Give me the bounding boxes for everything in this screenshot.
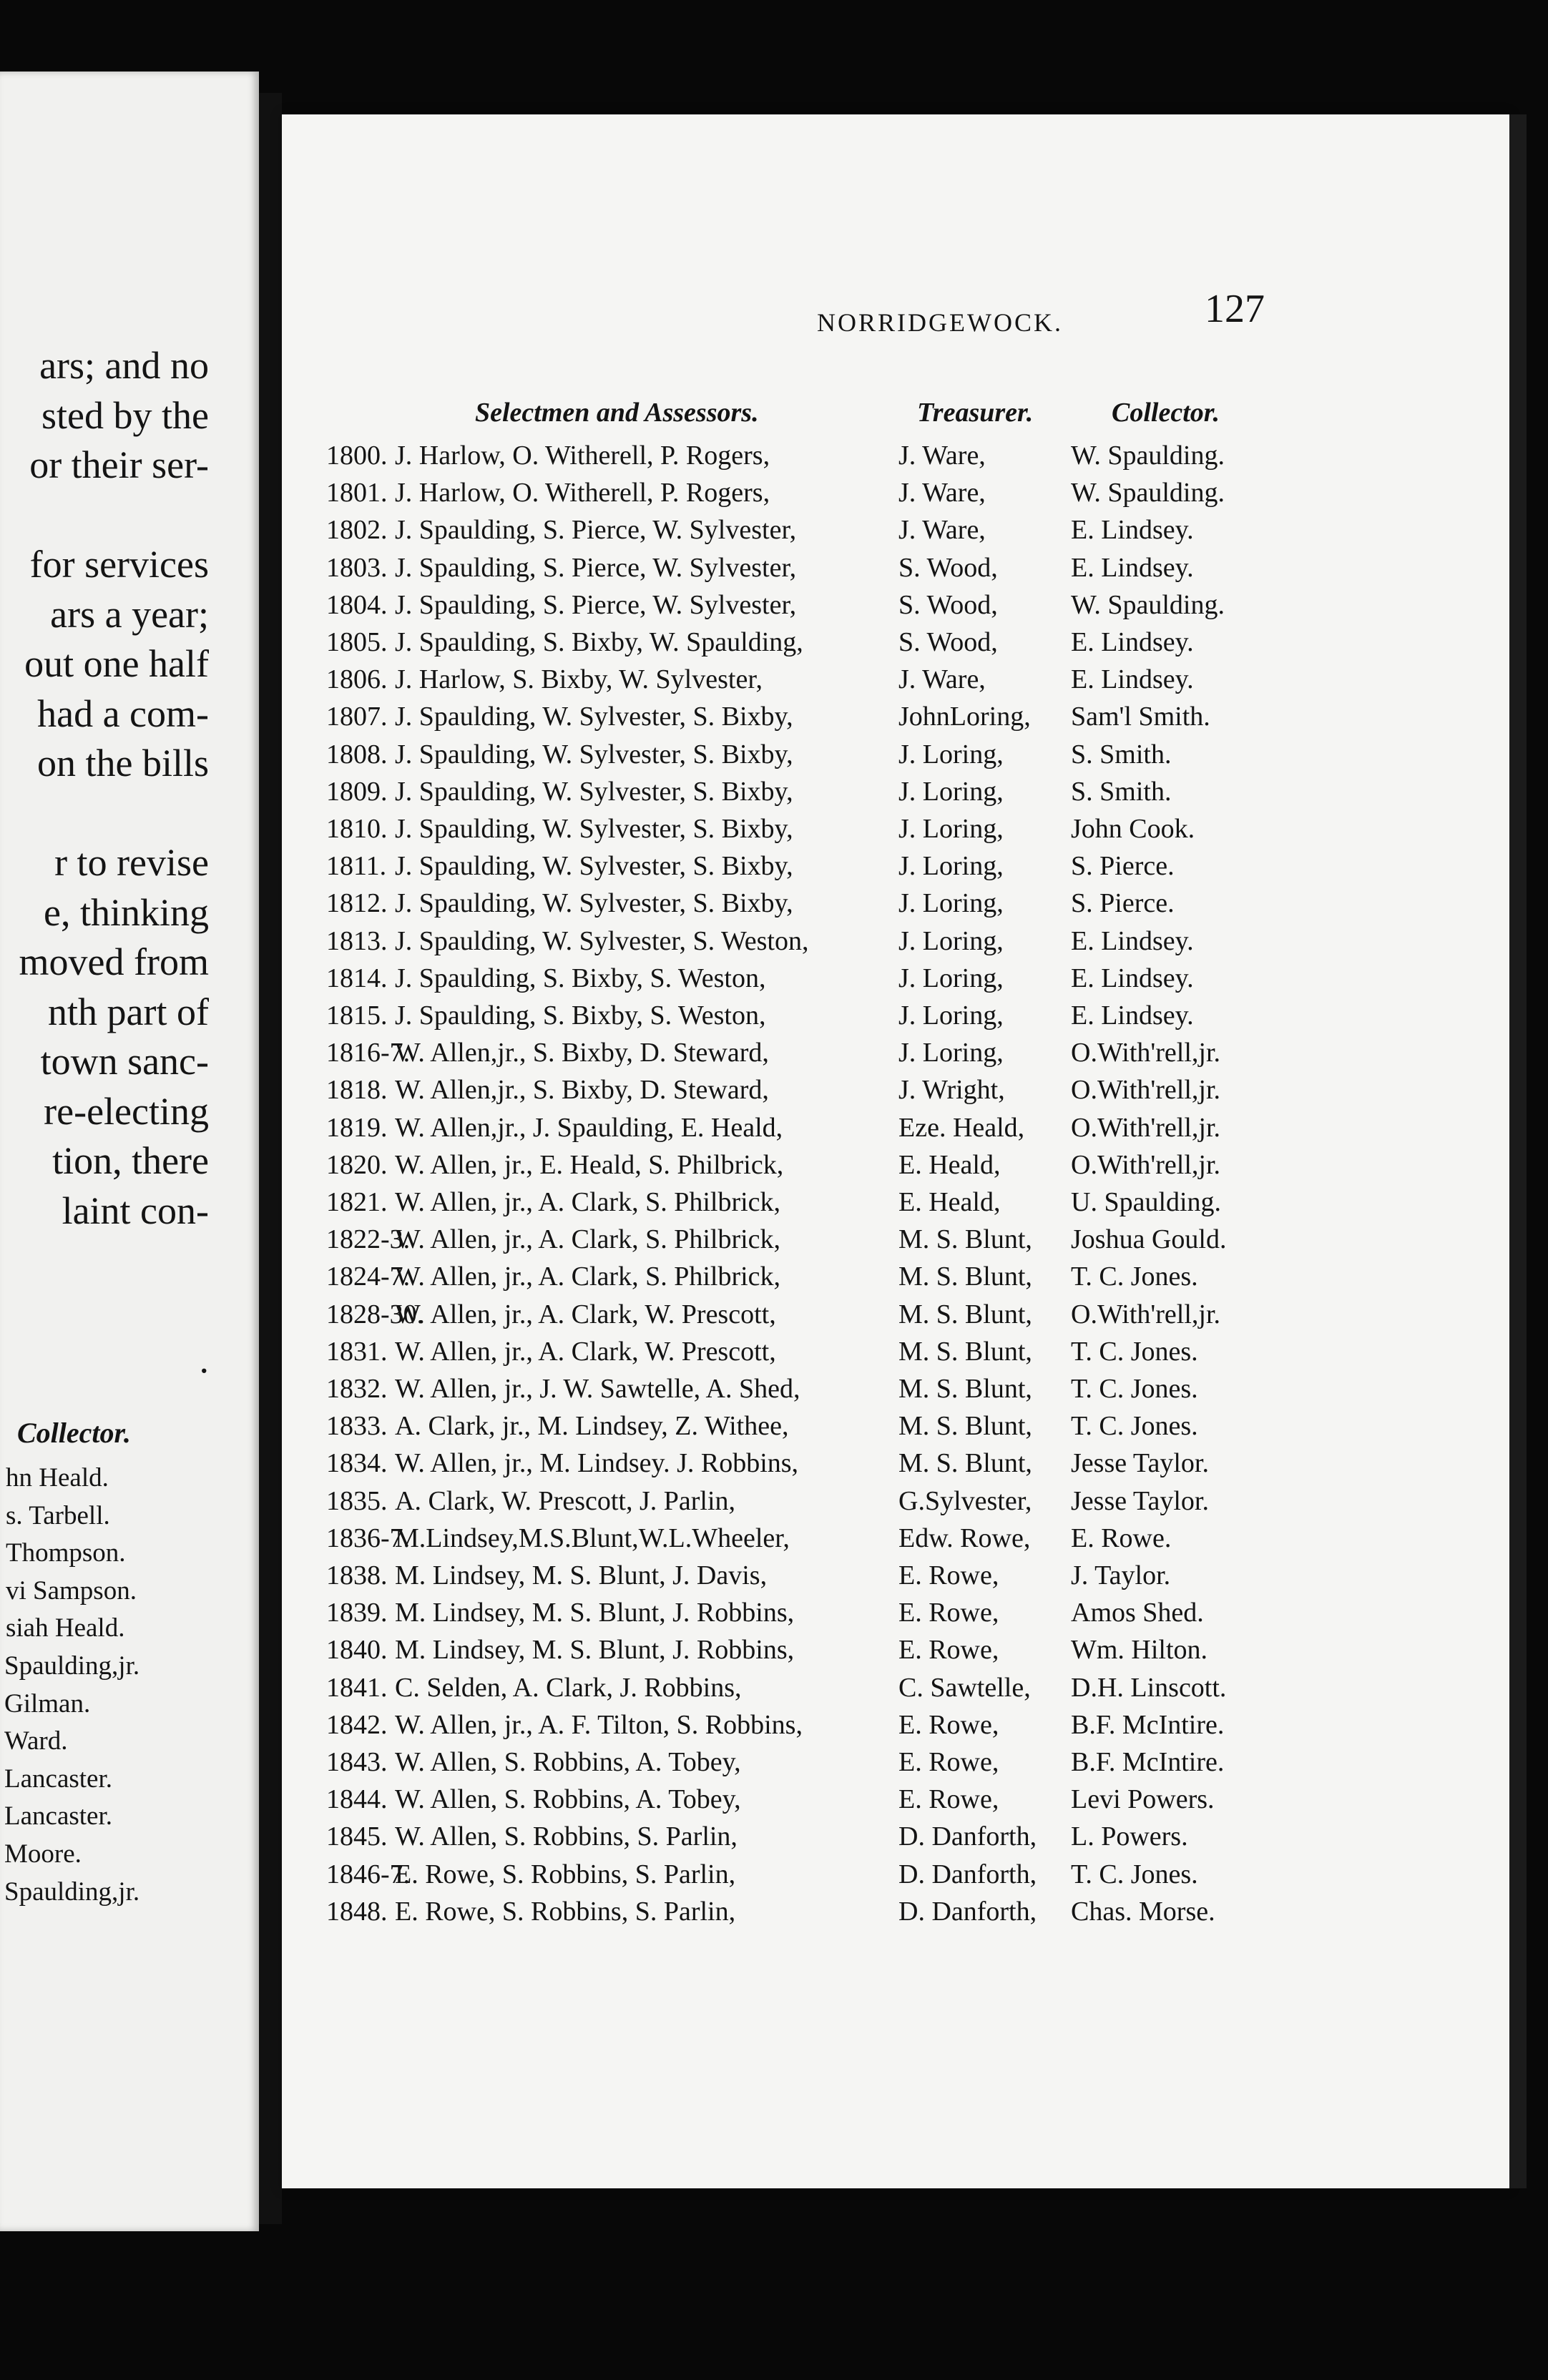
- selectmen-cell: W. Allen, S. Robbins, A. Tobey,: [395, 1747, 741, 1777]
- collector-cell: T. C. Jones.: [1071, 1336, 1198, 1367]
- selectmen-cell: M. Lindsey, M. S. Blunt, J. Robbins,: [395, 1598, 795, 1628]
- left-prose-line: on the bills: [37, 742, 209, 785]
- table-row: [282, 1373, 1509, 1410]
- selectmen-cell: J. Spaulding, W. Sylvester, S. Bixby,: [395, 851, 793, 882]
- selectmen-cell: W. Allen, jr., A. Clark, W. Prescott,: [395, 1299, 776, 1329]
- collector-cell: Levi Powers.: [1071, 1784, 1215, 1815]
- treasurer-cell: M. S. Blunt,: [898, 1224, 1032, 1255]
- year-cell: 1800.: [326, 441, 388, 471]
- treasurer-cell: D. Danforth,: [898, 1896, 1037, 1927]
- selectmen-cell: W. Allen, jr., E. Heald, S. Philbrick,: [395, 1149, 784, 1180]
- left-collector-entry: Ward.: [4, 1726, 68, 1756]
- collector-cell: E. Lindsey.: [1071, 627, 1194, 657]
- selectmen-cell: W. Allen,jr., S. Bixby, D. Steward,: [395, 1075, 769, 1106]
- year-cell: 1840.: [326, 1635, 388, 1666]
- collector-cell: O.With'rell,jr.: [1071, 1038, 1220, 1068]
- table-row: [282, 1447, 1509, 1485]
- table-row: [282, 701, 1509, 738]
- collector-cell: Jesse Taylor.: [1071, 1448, 1209, 1479]
- treasurer-cell: E. Heald,: [898, 1149, 1001, 1180]
- treasurer-cell: J. Ware,: [898, 664, 986, 695]
- table-row: [282, 1746, 1509, 1784]
- treasurer-cell: E. Heald,: [898, 1187, 1001, 1217]
- year-cell: 1809.: [326, 776, 388, 807]
- selectmen-cell: J. Spaulding, S. Pierce, W. Sylvester,: [395, 589, 797, 620]
- table-row: [282, 887, 1509, 925]
- treasurer-cell: J. Ware,: [898, 515, 986, 546]
- selectmen-cell: A. Clark, W. Prescott, J. Parlin,: [395, 1485, 736, 1516]
- year-cell: 1845.: [326, 1821, 388, 1852]
- year-cell: 1821.: [326, 1187, 388, 1217]
- year-cell: 1812.: [326, 888, 388, 919]
- treasurer-cell: J. Wright,: [898, 1075, 1005, 1106]
- collector-cell: Joshua Gould.: [1071, 1224, 1227, 1255]
- left-prose-line: town sanc-: [40, 1040, 209, 1083]
- year-cell: 1834.: [326, 1448, 388, 1479]
- table-row: [282, 1784, 1509, 1821]
- left-prose-line: ars; and no: [39, 344, 209, 387]
- treasurer-cell: J. Ware,: [898, 478, 986, 508]
- table-row: [282, 1037, 1509, 1074]
- year-cell: 1843.: [326, 1747, 388, 1777]
- selectmen-cell: J. Spaulding, W. Sylvester, S. Weston,: [395, 925, 809, 956]
- page-number: 127: [1205, 287, 1265, 331]
- collector-cell: B.F. McIntire.: [1071, 1709, 1225, 1740]
- left-collector-entry: vi Sampson.: [6, 1575, 137, 1605]
- table-row: [282, 1523, 1509, 1560]
- selectmen-cell: J. Spaulding, W. Sylvester, S. Bixby,: [395, 776, 793, 807]
- left-prose-line: nth part of: [48, 990, 209, 1033]
- year-cell: 1846-7.: [326, 1859, 411, 1889]
- collector-cell: W. Spaulding.: [1071, 589, 1225, 620]
- year-cell: 1801.: [326, 478, 388, 508]
- table-row: [282, 1859, 1509, 1896]
- table-row: [282, 1299, 1509, 1336]
- year-cell: 1815.: [326, 1000, 388, 1031]
- table-row: [282, 739, 1509, 776]
- year-cell: 1819.: [326, 1112, 388, 1143]
- selectmen-cell: W. Allen, jr., A. Clark, S. Philbrick,: [395, 1187, 781, 1217]
- table-row: [282, 1186, 1509, 1224]
- left-collector-entry: Gilman.: [4, 1688, 91, 1718]
- collector-cell: E. Lindsey.: [1071, 963, 1194, 993]
- year-cell: 1808.: [326, 739, 388, 769]
- year-cell: 1848.: [326, 1896, 388, 1927]
- year-cell: 1818.: [326, 1075, 388, 1106]
- treasurer-cell: J. Loring,: [898, 739, 1004, 769]
- header-selectmen: Selectmen and Assessors.: [475, 398, 759, 428]
- selectmen-cell: E. Rowe, S. Robbins, S. Parlin,: [395, 1896, 736, 1927]
- treasurer-cell: Edw. Rowe,: [898, 1523, 1031, 1553]
- left-prose-line: out one half: [24, 642, 209, 685]
- collector-cell: Jesse Taylor.: [1071, 1485, 1209, 1516]
- collector-cell: T. C. Jones.: [1071, 1262, 1198, 1292]
- selectmen-cell: W. Allen, jr., A. Clark, S. Philbrick,: [395, 1262, 781, 1292]
- table-row: [282, 552, 1509, 589]
- collector-cell: E. Lindsey.: [1071, 925, 1194, 956]
- left-collector-entry: Moore.: [4, 1839, 82, 1869]
- left-prose-line: re-electing: [44, 1089, 209, 1133]
- collector-cell: T. C. Jones.: [1071, 1411, 1198, 1442]
- collector-cell: T. C. Jones.: [1071, 1374, 1198, 1404]
- selectmen-cell: W. Allen, jr., M. Lindsey. J. Robbins,: [395, 1448, 799, 1479]
- year-cell: 1807.: [326, 702, 388, 732]
- collector-cell: B.F. McIntire.: [1071, 1747, 1225, 1777]
- header-treasurer: Treasurer.: [917, 398, 1034, 428]
- table-row: [282, 1149, 1509, 1186]
- left-prose-line: ars a year;: [50, 592, 209, 636]
- table-row: [282, 1560, 1509, 1597]
- table-row: [282, 1074, 1509, 1111]
- table-row: [282, 514, 1509, 551]
- treasurer-cell: E. Rowe,: [898, 1784, 999, 1815]
- collector-cell: E. Lindsey.: [1071, 1000, 1194, 1031]
- year-cell: 1844.: [326, 1784, 388, 1815]
- selectmen-cell: J. Spaulding, W. Sylvester, S. Bixby,: [395, 739, 793, 769]
- selectmen-cell: J. Spaulding, W. Sylvester, S. Bixby,: [395, 702, 793, 732]
- left-collector-entry: Spaulding,jr.: [4, 1877, 140, 1907]
- collector-cell: S. Pierce.: [1071, 851, 1175, 882]
- collector-cell: S. Pierce.: [1071, 888, 1175, 919]
- left-prose-line: .: [199, 1338, 209, 1381]
- table-row: [282, 664, 1509, 701]
- treasurer-cell: G.Sylvester,: [898, 1485, 1032, 1516]
- treasurer-cell: JohnLoring,: [898, 702, 1031, 732]
- left-collector-entry: Spaulding,jr.: [4, 1651, 140, 1681]
- table-row: [282, 813, 1509, 850]
- table-row: [282, 1709, 1509, 1746]
- left-prose-line: tion, there: [52, 1139, 209, 1182]
- treasurer-cell: J. Loring,: [898, 925, 1004, 956]
- treasurer-cell: E. Rowe,: [898, 1635, 999, 1666]
- left-prose-line: for services: [29, 543, 209, 586]
- collector-cell: O.With'rell,jr.: [1071, 1075, 1220, 1106]
- table-row: [282, 1224, 1509, 1261]
- left-prose-line: r to revise: [54, 841, 209, 884]
- collector-cell: E. Lindsey.: [1071, 515, 1194, 546]
- treasurer-cell: J. Loring,: [898, 963, 1004, 993]
- treasurer-cell: M. S. Blunt,: [898, 1262, 1032, 1292]
- collector-cell: E. Rowe.: [1071, 1523, 1172, 1553]
- year-cell: 1832.: [326, 1374, 388, 1404]
- left-collector-heading: Collector.: [17, 1417, 131, 1449]
- selectmen-cell: W. Allen,jr., J. Spaulding, E. Heald,: [395, 1112, 783, 1143]
- table-row: [282, 1672, 1509, 1709]
- table-row: [282, 850, 1509, 887]
- selectmen-cell: W. Allen, jr., A. F. Tilton, S. Robbins,: [395, 1709, 803, 1740]
- selectmen-cell: M. Lindsey, M. S. Blunt, J. Robbins,: [395, 1635, 795, 1666]
- collector-cell: Sam'l Smith.: [1071, 702, 1210, 732]
- left-prose-line: e, thinking: [44, 890, 209, 934]
- year-cell: 1838.: [326, 1560, 388, 1590]
- year-cell: 1816-7.: [326, 1038, 411, 1068]
- treasurer-cell: M. S. Blunt,: [898, 1448, 1032, 1479]
- table-row: [282, 1896, 1509, 1933]
- treasurer-cell: D. Danforth,: [898, 1859, 1037, 1889]
- year-cell: 1833.: [326, 1411, 388, 1442]
- table-row: [282, 1634, 1509, 1671]
- year-cell: 1822-3.: [326, 1224, 411, 1255]
- treasurer-cell: M. S. Blunt,: [898, 1411, 1032, 1442]
- year-cell: 1811.: [326, 851, 387, 882]
- table-row: [282, 1485, 1509, 1523]
- selectmen-cell: J. Harlow, O. Witherell, P. Rogers,: [395, 441, 770, 471]
- collector-cell: O.With'rell,jr.: [1071, 1299, 1220, 1329]
- treasurer-cell: S. Wood,: [898, 552, 998, 583]
- table-row: [282, 1112, 1509, 1149]
- table-row: [282, 1821, 1509, 1858]
- treasurer-cell: Eze. Heald,: [898, 1112, 1025, 1143]
- left-prose-line: had a com-: [37, 692, 209, 735]
- year-cell: 1805.: [326, 627, 388, 657]
- year-cell: 1802.: [326, 515, 388, 546]
- collector-cell: W. Spaulding.: [1071, 441, 1225, 471]
- year-cell: 1820.: [326, 1149, 388, 1180]
- header-collector: Collector.: [1112, 398, 1220, 428]
- table-row: [282, 626, 1509, 664]
- table-row: [282, 963, 1509, 1000]
- collector-cell: J. Taylor.: [1071, 1560, 1171, 1590]
- collector-cell: Amos Shed.: [1071, 1598, 1204, 1628]
- treasurer-cell: J. Loring,: [898, 1000, 1004, 1031]
- running-head: NORRIDGEWOCK.: [817, 308, 1063, 337]
- table-row: [282, 1000, 1509, 1037]
- table-row: [282, 477, 1509, 514]
- treasurer-cell: J. Loring,: [898, 851, 1004, 882]
- left-collector-entry: Thompson.: [6, 1538, 126, 1568]
- treasurer-cell: S. Wood,: [898, 589, 998, 620]
- selectmen-cell: M.Lindsey,M.S.Blunt,W.L.Wheeler,: [395, 1523, 790, 1553]
- year-cell: 1828-30.: [326, 1299, 424, 1329]
- left-collector-entry: Lancaster.: [4, 1764, 112, 1794]
- selectmen-cell: W. Allen, S. Robbins, A. Tobey,: [395, 1784, 741, 1815]
- book-gutter: [259, 93, 282, 2224]
- treasurer-cell: S. Wood,: [898, 627, 998, 657]
- year-cell: 1831.: [326, 1336, 388, 1367]
- year-cell: 1810.: [326, 814, 388, 844]
- selectmen-cell: W. Allen, jr., A. Clark, W. Prescott,: [395, 1336, 776, 1367]
- treasurer-cell: E. Rowe,: [898, 1598, 999, 1628]
- year-cell: 1814.: [326, 963, 388, 993]
- collector-cell: O.With'rell,jr.: [1071, 1149, 1220, 1180]
- collector-cell: Chas. Morse.: [1071, 1896, 1215, 1927]
- treasurer-cell: E. Rowe,: [898, 1709, 999, 1740]
- year-cell: 1841.: [326, 1672, 388, 1703]
- officers-table: [282, 114, 1509, 2188]
- selectmen-cell: W. Allen, jr., A. Clark, S. Philbrick,: [395, 1224, 781, 1255]
- left-prose-line: laint con-: [62, 1189, 209, 1232]
- table-row: [282, 776, 1509, 813]
- year-cell: 1813.: [326, 925, 388, 956]
- table-row: [282, 1336, 1509, 1373]
- treasurer-cell: E. Rowe,: [898, 1560, 999, 1590]
- year-cell: 1839.: [326, 1598, 388, 1628]
- selectmen-cell: J. Spaulding, S. Pierce, W. Sylvester,: [395, 552, 797, 583]
- selectmen-cell: W. Allen,jr., S. Bixby, D. Steward,: [395, 1038, 769, 1068]
- table-row: [282, 1261, 1509, 1298]
- left-prose-line: sted by the: [41, 393, 209, 437]
- table-row: [282, 925, 1509, 963]
- year-cell: 1806.: [326, 664, 388, 695]
- table-row: [282, 440, 1509, 477]
- collector-cell: W. Spaulding.: [1071, 478, 1225, 508]
- year-cell: 1835.: [326, 1485, 388, 1516]
- left-page-fragment: [0, 72, 259, 2231]
- treasurer-cell: J. Ware,: [898, 441, 986, 471]
- selectmen-cell: J. Spaulding, W. Sylvester, S. Bixby,: [395, 814, 793, 844]
- table-row: [282, 1410, 1509, 1447]
- treasurer-cell: M. S. Blunt,: [898, 1336, 1032, 1367]
- page-edge: [1509, 114, 1527, 2188]
- collector-cell: S. Smith.: [1071, 739, 1172, 769]
- year-cell: 1803.: [326, 552, 388, 583]
- treasurer-cell: M. S. Blunt,: [898, 1374, 1032, 1404]
- collector-cell: D.H. Linscott.: [1071, 1672, 1227, 1703]
- selectmen-cell: W. Allen, S. Robbins, S. Parlin,: [395, 1821, 738, 1852]
- year-cell: 1824-7.: [326, 1262, 411, 1292]
- selectmen-cell: J. Spaulding, W. Sylvester, S. Bixby,: [395, 888, 793, 919]
- table-row: [282, 589, 1509, 626]
- left-collector-entry: Lancaster.: [4, 1801, 112, 1831]
- selectmen-cell: A. Clark, jr., M. Lindsey, Z. Withee,: [395, 1411, 789, 1442]
- collector-cell: E. Lindsey.: [1071, 664, 1194, 695]
- treasurer-cell: M. S. Blunt,: [898, 1299, 1032, 1329]
- selectmen-cell: J. Spaulding, S. Bixby, W. Spaulding,: [395, 627, 803, 657]
- treasurer-cell: J. Loring,: [898, 888, 1004, 919]
- collector-cell: U. Spaulding.: [1071, 1187, 1222, 1217]
- left-prose-line: or their ser-: [29, 443, 209, 486]
- left-collector-entry: siah Heald.: [6, 1613, 125, 1643]
- left-collector-entry: hn Heald.: [6, 1463, 109, 1493]
- selectmen-cell: C. Selden, A. Clark, J. Robbins,: [395, 1672, 742, 1703]
- collector-cell: John Cook.: [1071, 814, 1195, 844]
- collector-cell: L. Powers.: [1071, 1821, 1188, 1852]
- selectmen-cell: M. Lindsey, M. S. Blunt, J. Davis,: [395, 1560, 768, 1590]
- selectmen-cell: J. Spaulding, S. Bixby, S. Weston,: [395, 963, 766, 993]
- year-cell: 1836-7.: [326, 1523, 411, 1553]
- treasurer-cell: E. Rowe,: [898, 1747, 999, 1777]
- treasurer-cell: J. Loring,: [898, 814, 1004, 844]
- collector-cell: T. C. Jones.: [1071, 1859, 1198, 1889]
- collector-cell: O.With'rell,jr.: [1071, 1112, 1220, 1143]
- treasurer-cell: C. Sawtelle,: [898, 1672, 1031, 1703]
- selectmen-cell: J. Harlow, O. Witherell, P. Rogers,: [395, 478, 770, 508]
- collector-cell: E. Lindsey.: [1071, 552, 1194, 583]
- treasurer-cell: J. Loring,: [898, 1038, 1004, 1068]
- year-cell: 1804.: [326, 589, 388, 620]
- selectmen-cell: J. Harlow, S. Bixby, W. Sylvester,: [395, 664, 763, 695]
- left-prose-line: moved from: [19, 940, 209, 983]
- collector-cell: S. Smith.: [1071, 776, 1172, 807]
- collector-cell: Wm. Hilton.: [1071, 1635, 1208, 1666]
- left-collector-entry: s. Tarbell.: [6, 1500, 110, 1530]
- selectmen-cell: J. Spaulding, S. Bixby, S. Weston,: [395, 1000, 766, 1031]
- selectmen-cell: E. Rowe, S. Robbins, S. Parlin,: [395, 1859, 736, 1889]
- selectmen-cell: W. Allen, jr., J. W. Sawtelle, A. Shed,: [395, 1374, 800, 1404]
- treasurer-cell: J. Loring,: [898, 776, 1004, 807]
- treasurer-cell: D. Danforth,: [898, 1821, 1037, 1852]
- year-cell: 1842.: [326, 1709, 388, 1740]
- selectmen-cell: J. Spaulding, S. Pierce, W. Sylvester,: [395, 515, 797, 546]
- main-page: [282, 114, 1509, 2188]
- table-row: [282, 1597, 1509, 1634]
